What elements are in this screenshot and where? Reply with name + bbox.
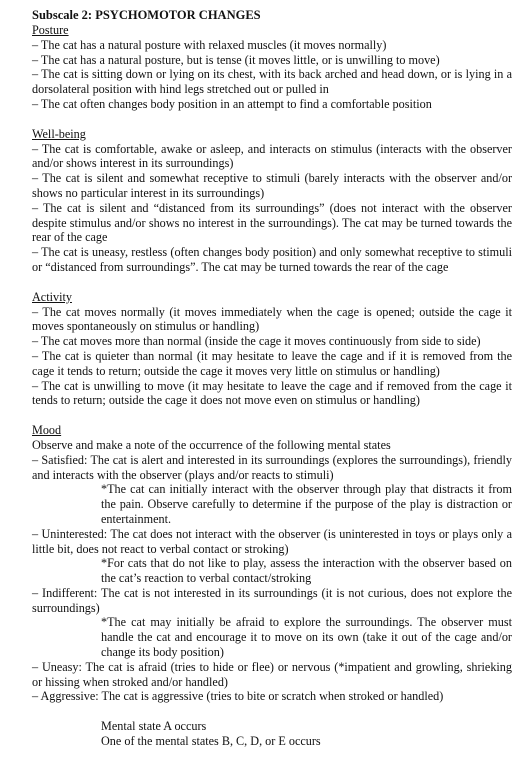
- activity-heading: Activity: [32, 289, 72, 304]
- mood-uneasy: – Uneasy: The cat is afraid (tries to hide or flee) or nervous (*impatient and growling, shrieking or hissing when stroked and/or handled): [32, 659, 512, 689]
- mood-indifferent-note: *The cat may initially be afraid to explore the surroundings. The observer must handle the cat and encourage it to move on its own (take it out of the cage and/or change its body position): [101, 615, 512, 660]
- score-line-1: Mental state A occurs: [101, 719, 207, 734]
- activity-item-4: – The cat is unwilling to move (it may hesitate to leave the cage and if removed from the cage it tends to return; outside the cage it does not move even on stimulus or handling): [32, 378, 512, 408]
- section-spacer: [32, 275, 512, 290]
- mood-satisfied-note: *The cat can initially interact with the observer through play that distracts it from the pain. Observe carefully to determine if the purpose of the play is distraction or entertainment.: [101, 482, 512, 526]
- activity-item-2: – The cat moves more than normal (inside the cage it moves continuously from side to side): [32, 334, 481, 349]
- wellbeing-item-2: – The cat is silent and somewhat receptive to stimuli (barely interacts with the observer and/or shows no particular interest in its surroundings): [32, 171, 512, 200]
- wellbeing-item-3: – The cat is silent and “distanced from its surroundings” (does not interact with the observer despite stimulus and/or shows no interest in the surroundings). The cat may be turned towards the rear of the cage: [32, 200, 512, 245]
- mood-uninterested: – Uninterested: The cat does not interact with the observer (is uninterested in toys or plays only a little bit, does not react to verbal contact or stroking): [32, 526, 512, 556]
- posture-item-1: – The cat has a natural posture with relaxed muscles (it moves normally): [32, 37, 387, 52]
- wellbeing-item-1: – The cat is comfortable, awake or asleep, and interacts on stimulus (interacts with the observer and/or shows interest in its surroundings): [32, 141, 512, 171]
- wellbeing-item-4: – The cat is uneasy, restless (often changes body position) and only somewhat receptive to stimuli or “distanced from surroundings”. The cat may be turned towards the rear of the cage: [32, 245, 512, 274]
- page-title: Subscale 2: PSYCHOMOTOR CHANGES: [32, 8, 261, 22]
- score-line-2: One of the mental states B, C, D, or E occurs: [101, 734, 321, 749]
- section-spacer: [32, 408, 512, 423]
- posture-item-4: – The cat often changes body position in an attempt to find a comfortable position: [32, 96, 432, 111]
- mood-indifferent: – Indifferent: The cat is not interested in its surroundings (it is not curious, does not explore the surroundings): [32, 585, 512, 615]
- posture-item-3: – The cat is sitting down or lying on its chest, with its back arched and head down, or is lying in a dorsolateral position with hind legs stretched out or pulled in: [32, 67, 512, 97]
- section-spacer: [32, 112, 512, 127]
- mood-heading: Mood: [32, 423, 62, 438]
- mood-aggressive: – Aggressive: The cat is aggressive (tries to bite or scratch when stroked or handled): [32, 689, 444, 704]
- posture-item-2: – The cat has a natural posture, but is tense (it moves little, or is unwilling to move): [32, 52, 440, 67]
- mood-uninterested-note: *For cats that do not like to play, assess the interaction with the observer based on the cat’s reaction to verbal contact/stroking: [101, 556, 512, 586]
- mood-intro: Observe and make a note of the occurrence of the following mental states: [32, 437, 391, 452]
- document-page: [32, 8, 512, 749]
- activity-item-1: – The cat moves normally (it moves immediately when the cage is opened; outside the cage it moves spontaneously on stimulus or handling): [32, 304, 512, 334]
- activity-item-3: – The cat is quieter than normal (it may hesitate to leave the cage and if it is removed from the cage it tends to return; outside the cage it moves very little on stimulus or handling): [32, 348, 512, 378]
- posture-heading: Posture: [32, 23, 69, 37]
- section-spacer: [32, 704, 512, 719]
- wellbeing-heading: Well-being: [32, 126, 86, 141]
- mood-satisfied: – Satisfied: The cat is alert and interested in its surroundings (explores the surroundings), friendly and interacts with the observer (plays and/or reacts to stimuli): [32, 452, 512, 482]
